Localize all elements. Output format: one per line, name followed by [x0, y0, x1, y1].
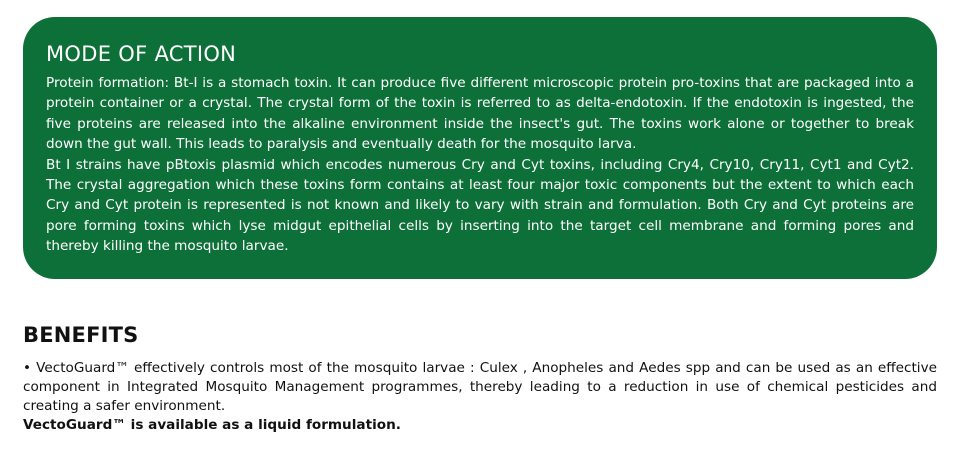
availability-statement: VectoGuard™ is available as a liquid formulation.: [23, 417, 401, 433]
mode-of-action-card: [23, 17, 937, 279]
mode-of-action-title: MODE OF ACTION: [46, 42, 237, 66]
benefits-section: [23, 322, 937, 435]
mode-of-action-paragraph-1: Protein formation: Bt-I is a stomach toxin. It can produce five different microscopic protein pro-toxins that are packaged into a protein container or a crystal. The crystal form of the toxin is referred to as delta-endotoxin. If the endotoxin is ingested, the five proteins are released into the alkaline environment inside the insect's gut. The toxins work alone or together to break down the gut wall. This leads to paralysis and eventually death for the mosquito larva.: [46, 75, 914, 153]
mode-of-action-body: [46, 73, 914, 257]
benefits-title: BENEFITS: [23, 323, 139, 347]
mode-of-action-paragraph-2: Bt I strains have pBtoxis plasmid which encodes numerous Cry and Cyt toxins, including Cry4, Cry10, Cry11, Cyt1 and Cyt2. The crystal aggregation which these toxins form contains at least four major toxic components but the extent to which each Cry and Cyt protein is represented is not known and likely to vary with strain and formulation. Both Cry and Cyt proteins are pore forming toxins which lyse midgut epithelial cells by inserting into the target cell membrane and forming pores and thereby killing the mosquito larvae.: [46, 156, 914, 255]
benefits-bullet: • VectoGuard™ effectively controls most of the mosquito larvae : Culex , Anopheles and Aedes spp and can be used as an effective component in Integrated Mosquito Management programmes, thereby leading to a reduction in use of chemical pesticides and creating a safer environment.: [23, 360, 937, 414]
